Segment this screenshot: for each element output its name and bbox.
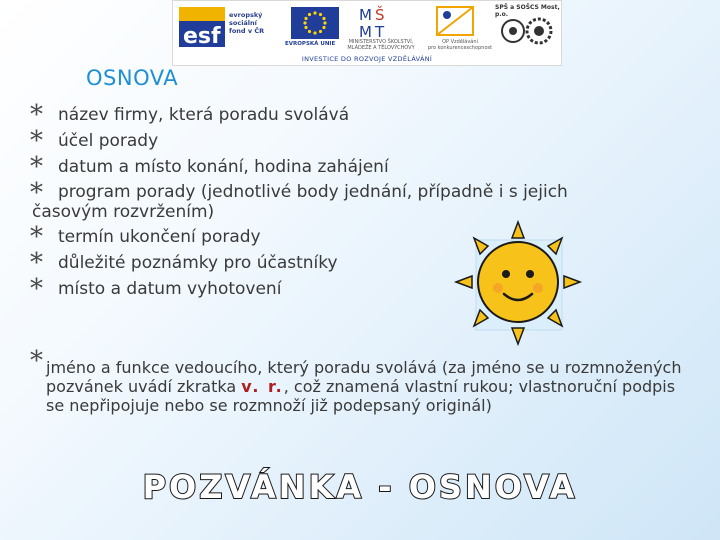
section-title: OSNOVA <box>86 66 179 90</box>
school-logo <box>499 13 553 49</box>
logo-bar <box>172 0 562 66</box>
slide-heading: POZVÁNKA - OSNOVA <box>142 468 578 506</box>
bullet-star-icon: * <box>30 248 43 278</box>
eu-flag-icon <box>291 7 339 39</box>
list-item: * účel porady <box>30 126 159 156</box>
svg-text:M: M <box>359 23 372 40</box>
bullet-star-icon: * <box>30 126 43 156</box>
svg-text:Š: Š <box>375 6 385 24</box>
list-item: * program porady (jednotlivé body jednání, případně i s jejich časovým rozvržením) <box>30 178 568 222</box>
bullet-star-icon: * <box>30 100 43 130</box>
op-text: OP Vzdělávání pro konkurenceschopnost <box>427 39 493 51</box>
svg-text:T: T <box>375 23 385 40</box>
msmt-text: MINISTERSTVO ŠKOLSTVÍ, MLÁDEŽE A TĚLOVÝCHOVY <box>347 39 415 51</box>
esf-logo <box>179 7 225 47</box>
list-item: * termín ukončení porady <box>30 222 261 252</box>
bullet-star-icon: * <box>30 222 43 252</box>
bullet-star-icon: * <box>30 152 43 182</box>
invest-text: INVESTICE DO ROZVOJE VZDĚLÁVÁNÍ <box>301 55 433 63</box>
list-item: * jméno a funkce vedoucího, který poradu svolává (za jméno se u rozmnožených pozvánek uvádí zkratka v. r., což znamená vlastní rukou; vlastnoruční podpis se nepřipojuje nebo se rozmnoží již podepsaný originál) <box>30 346 682 415</box>
list-item: * datum a místo konání, hodina zahájení <box>30 152 389 182</box>
school-text: SPŠ a SOŠCS Most, p.o. <box>495 4 560 18</box>
esf-text: evropský sociální fond v ČR <box>229 11 265 35</box>
msmt-logo <box>355 4 399 40</box>
op-logo <box>435 5 475 37</box>
signature-note <box>30 346 690 415</box>
svg-text:esf: esf <box>183 24 221 47</box>
list-item: * místo a datum vyhotovení <box>30 274 282 304</box>
list-item: * důležité poznámky pro účastníky <box>30 248 338 278</box>
list-item: * název firmy, která poradu svolává <box>30 100 350 130</box>
sun-icon <box>448 218 584 348</box>
bullet-star-icon: * <box>30 178 43 208</box>
bullet-star-icon: * <box>30 274 43 304</box>
abbreviation: v. r. <box>241 377 284 396</box>
eu-text: EVROPSKÁ UNIE <box>285 41 336 47</box>
bullet-star-icon: * <box>30 346 43 376</box>
svg-text:M: M <box>359 6 372 24</box>
